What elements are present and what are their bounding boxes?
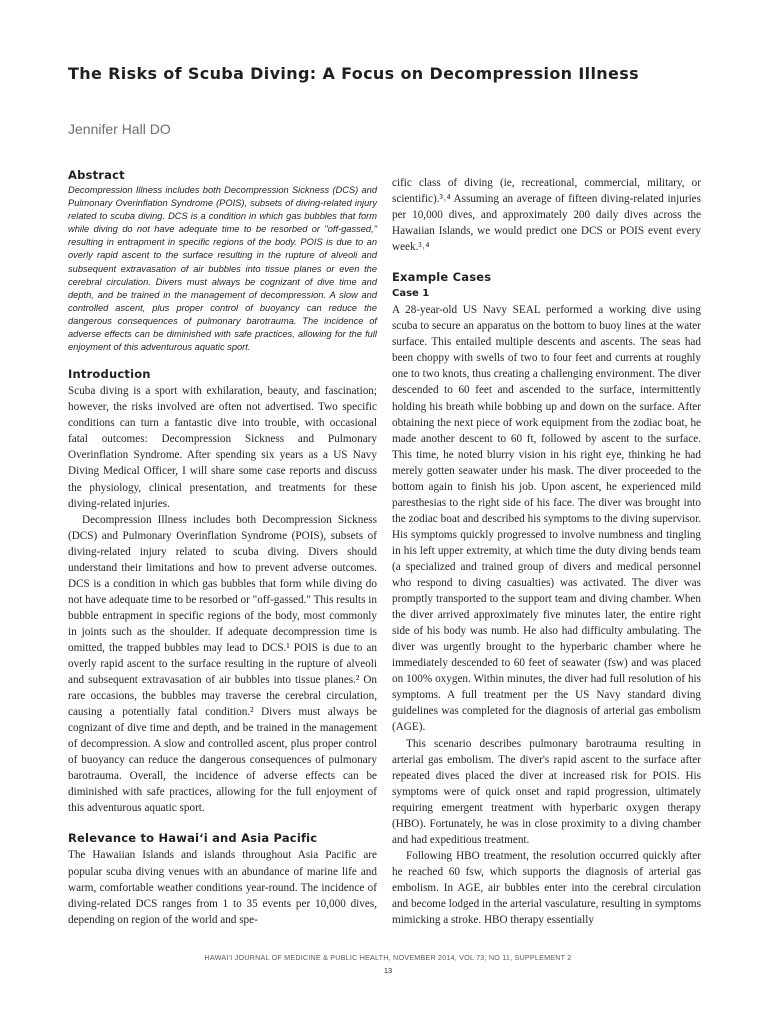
introduction-paragraph-1: Scuba diving is a sport with exhilaration, beauty, and fascination; however, the risks involved are often not advertised. Two specific conditions can turn a fantastic dive into trouble, with occasional fatal outcomes: Decompression Sickness and Pulmonary Overinflation Syndrome. After spending six years as a US Navy Diving Medical Officer, I will share some case reports and discuss the physiology, clinical presentation, and treatments for these diving-related injuries. [68, 385, 377, 510]
abstract-heading: Abstract [68, 168, 125, 182]
article-title: The Risks of Scuba Diving: A Focus on Decompression Illness [68, 64, 639, 83]
example-cases-heading: Example Cases [392, 270, 492, 285]
relevance-paragraph-continued: cific class of diving (ie, recreational, commercial, military, or scientific).³˒⁴ Assuming an average of fifteen diving-related injuries per 10,000 dives, and approximately 200 daily dives across the Hawaiian Islands, we would predict one DCS or POIS event every week.³˒⁴ [392, 177, 701, 254]
case-1-paragraph-1: A 28-year-old US Navy SEAL performed a working dive using scuba to secure an apparatus on the bottom to buoy lines at the water surface. This entailed multiple descents and ascents. The seas had been choppy with swells of two to four feet and currents at roughly one to two knots, thus creating a challenging environment. The diver descended to 60 feet and ascended to the surface, intermittently holding his breath while bobbing up and down on the surface. After obtaining the next piece of work equipment from the zodiac boat, he made another descent to 60 ft, followed by ascent to the surface. This time, he noted blurry vision in his right eye, thinking he had merely gotten seawater under his mask. The diver proceeded to the bottom again to finish his job. Upon ascent, he experienced mild paresthesias to the right side of his face. The diver was brought into the zodiac boat and described his symptoms to the diving supervisor. His symptoms quickly progressed to involve numbness and tingling in his left upper extremity, at which time the duty diving bends team (a specialized and trained group of divers and medical personnel who respond to diving casualties) was activated. The diver was promptly transported to the support team and diving chamber. When the diver arrived approximately five minutes later, the entire right side of his body was numb. He also had difficulty ambulating. The diver was urgently brought to the hyperbaric chamber where he immediately descended to 60 feet of seawater (fsw) and was placed on 100% oxygen. Within minutes, the diver had full resolution of his symptoms. A full treatment per the US Navy standard diving guidelines was completed for the diagnosis of arterial gas embolism (AGE). [392, 304, 701, 734]
author-name: Jennifer Hall DO [68, 121, 171, 137]
case-1-paragraph-3: Following HBO treatment, the resolution occurred quickly after he reached 60 fsw, which supports the diagnosis of arterial gas embolism. In AGE, air bubbles enter into the cerebral circulation and become lodged in the arterial vasculature, resulting in symptoms mimicking a stroke. HBO therapy essentially [392, 849, 701, 927]
relevance-paragraph-1: The Hawaiian Islands and islands throughout Asia Pacific are popular scuba diving venues with an abundance of marine life and warm, comfortable weather conditions year-round. The incidence of diving-related DCS ranges from 1 to 35 events per 10,000 dives, depending on region of the world and spe- [68, 849, 377, 926]
journal-footer: HAWAI‘I JOURNAL OF MEDICINE & PUBLIC HEALTH, NOVEMBER 2014, VOL 73, NO 11, SUPPLEMENT 2 [204, 953, 572, 962]
introduction-paragraph-2: Decompression Illness includes both Decompression Sickness (DCS) and Pulmonary Overinflation Syndrome (POIS), subsets of diving-related injury related to scuba diving. Divers should understand their limitations and how to prevent adverse outcomes. DCS is a condition in which gas bubbles that form while diving do not have adequate time to be resorbed or "off-gassed." This results in bubble entrapment in specific regions of the body, most commonly in joints such as the shoulder. If adequate decompression time is omitted, the trapped bubbles may lead to DCS.¹ POIS is due to an overly rapid ascent to the surface resulting in the rupture of alveoli and subsequent extravasation of air bubbles into tissue planes.² On rare occasions, the bubbles may traverse the cerebral circulation, causing a potentially fatal condition.² Divers must always be cognizant of dive time and depth, and be trained in the management of decompression. A slow and controlled ascent, plus proper control of buoyancy can reduce the dangerous consequences of pulmonary barotrauma. Overall, the incidence of adverse effects can be diminished with safe practices, allowing for the full enjoyment of this adventurous aquatic sport. [68, 513, 377, 815]
relevance-heading: Relevance to Hawai‘i and Asia Pacific [68, 831, 318, 846]
left-column [68, 167, 377, 928]
case-1-paragraph-2: This scenario describes pulmonary barotrauma resulting in arterial gas embolism. The diver's rapid ascent to the surface after repeated dives placed the diver at increased risk for POIS. His symptoms were of quick onset and rapid progression, ultimately requiring emergent treatment with hyperbaric oxygen therapy (HBO). Fortunately, he was in close proximity to a diving chamber and had expeditious treatment. [392, 737, 701, 846]
page-number: 13 [383, 966, 393, 975]
abstract-body: Decompression Illness includes both Decompression Sickness (DCS) and Pulmonary Overinflation Syndrome (POIS), subsets of diving-related injury related to scuba diving. DCS is a condition in which gas bubbles that form while diving do not have adequate time to be resorbed or "off-gassed," resulting in entrapment in specific regions of the body. POIS is due to an overly rapid ascent to the surface resulting in the rupture of alveoli and subsequent extravasation of air bubbles into tissue planes or even the cerebral circulation. Divers must always be cognizant of dive time and depth, and be trained in the management of decompression. A slow and controlled ascent, plus proper control of buoyancy can reduce the dangerous consequences of pulmonary barotrauma. The incidence of adverse effects can be diminished with safe practices, allowing for the full enjoyment of this adventurous aquatic sport. [68, 185, 377, 353]
case-1-heading: Case 1 [392, 288, 430, 300]
right-column [392, 175, 701, 928]
introduction-heading: Introduction [68, 367, 151, 382]
